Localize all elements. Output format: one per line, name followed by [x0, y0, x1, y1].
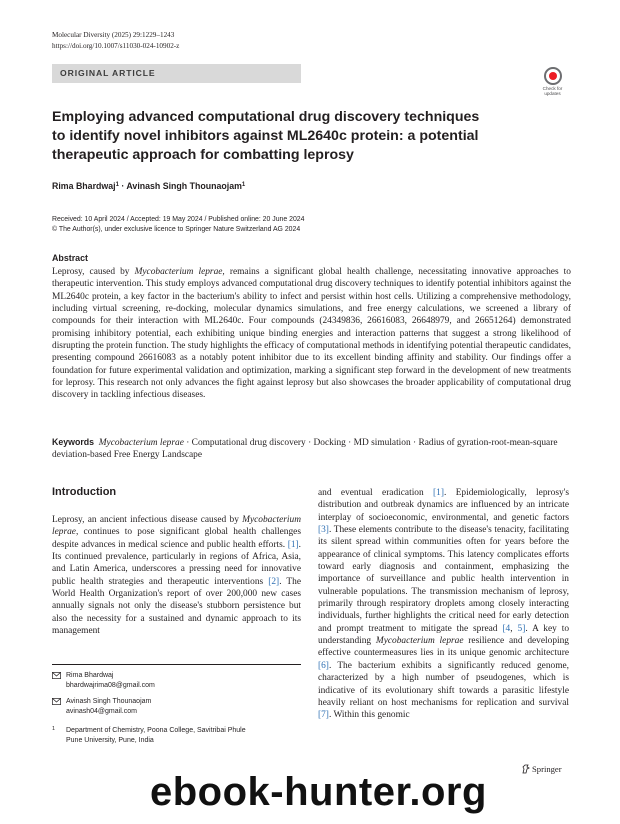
envelope-icon: [52, 698, 61, 705]
contact-entry: [52, 671, 155, 691]
body-text-run: . Within this genomic: [328, 710, 410, 721]
springer-logo: [521, 764, 562, 774]
check-updates-label-line2: updates: [544, 91, 561, 97]
body-text-run: . Epidemiologically, leprosy's distribution and outbreak dynamics are influenced by an intricate interplay of socioeconomic, environmental, and genetic factors: [318, 488, 569, 523]
affiliation-footnote: [52, 726, 301, 746]
keywords-label: Keywords: [52, 437, 95, 447]
copyright-line: © The Author(s), under exclusive licence to Springer Nature Switzerland AG 2024: [52, 225, 301, 233]
title-line-3: therapeutic approach for combatting leprosy: [52, 147, 354, 163]
date-history: Received: 10 April 2024 / Accepted: 19 May 2024 / Published online: 20 June 2024: [52, 216, 305, 223]
check-for-updates-badge[interactable]: [537, 67, 568, 100]
publication-dates: [52, 215, 304, 234]
envelope-icon: [52, 672, 61, 679]
journal-header: [52, 30, 179, 52]
affiliation-line: Pune University, Pune, India: [66, 737, 154, 744]
footnote-divider: [52, 664, 301, 665]
citation-link[interactable]: [1]: [433, 488, 444, 498]
abstract-text-run: Leprosy, caused by: [52, 267, 135, 277]
springer-horse-icon: [521, 764, 530, 774]
introduction-heading: Introduction: [52, 486, 117, 498]
abstract-body: [52, 266, 571, 402]
contact-email[interactable]: avinash04@gmail.com: [66, 708, 137, 715]
title-line-1: Employing advanced computational drug discovery techniques: [52, 109, 480, 125]
check-updates-label-line1: Check for: [542, 86, 563, 91]
body-text-run: resilience and developing effective countermeasures lies in its unique genomic architecture: [318, 636, 569, 659]
doi-link[interactable]: https://doi.org/10.1007/s11030-024-10902-z: [52, 42, 180, 50]
species-name: Mycobacterium leprae: [52, 515, 301, 538]
keyword-species: Mycobacterium leprae: [98, 438, 184, 448]
citation-link[interactable]: 5]: [517, 623, 526, 634]
affiliation-marker: 1: [241, 182, 246, 188]
species-name: Mycobacterium leprae: [375, 636, 464, 647]
author-separator: ·: [118, 181, 127, 191]
author-list: [52, 180, 245, 192]
citation-link[interactable]: [1]: [287, 539, 299, 550]
abstract-text-run: , remains a significant global health challenge, necessitating innovative approaches to therapeutic intervention. This study employs advanced computational drug discovery techniques to identify potential inhibitors against the ML2640c protein, a key factor in the bacterium's ability to infect and persist within host cells. Utilizing a comprehensive methodology, including virtual screening, re-docking, molecular dynamics simulations, and free energy calculations, we screened a library of compounds for their interaction with ML2640c. Four compounds (24349836, 26616083, 26648979, and 26651264) demonstrated promising inhibitory potential, each exhibiting unique binding energies and interaction patterns that suggest a strong likelihood of disrupting the protein function. The study highlights the efficacy of computational methods in identifying potential therapeutic candidates, presenting compound 26616083 as a notably potent inhibitor due to its excellent binding affinity and stability. Our findings offer a foundation for future experimental validation and optimization, marking a significant step forward in the development of new treatments for leprosy. This research not only advances the fight against leprosy but also showcases the broader applicability of computational drug discovery in tackling infectious diseases.: [52, 267, 571, 401]
species-name: Mycobacterium leprae: [134, 267, 223, 277]
watermark-text: ebook-hunter.org: [150, 770, 487, 814]
citation-link[interactable]: [3]: [318, 525, 329, 536]
body-text-run: , continues to pose significant global health challenges despite advances in medical science and public health efforts.: [52, 527, 301, 550]
contact-name: Avinash Singh Thounaojam: [66, 698, 152, 705]
citation-link[interactable]: [4: [502, 623, 511, 634]
title-line-2: to identify novel inhibitors against ML2640c protein: a potential: [52, 128, 479, 144]
citation-link[interactable]: [6]: [318, 660, 329, 671]
article-type-banner: ORIGINAL ARTICLE: [52, 64, 301, 83]
introduction-left-column: [52, 514, 301, 637]
article-title: [52, 108, 522, 165]
body-text-run: . These elements contribute to the disease's tenacity, facilitating its silent spread within communities often for years before the appearance of clinical symptoms. This latency complicates efforts toward early diagnosis and containment, emphasizing the importance of surveillance and public health intervention in vulnerable populations. The transmission mechanism of leprosy, primarily through respiratory droplets among closely interacting individuals, further highlights the critical need for early detection and prompt treatment to mitigate the spread: [318, 525, 569, 634]
body-text-run: . Its continued prevalence, particularly in regions of Africa, Asia, and Latin America, underscores a pressing need for innovative public health strategies and therapeutic interventions: [52, 539, 301, 587]
affiliation-number: 1: [52, 726, 56, 732]
body-text-run: . The bacterium exhibits a significantly reduced genome, characterized by a high number of pseudogenes, which is indicative of its evolutionary shift towards a parasitic lifestyle heavily reliant on host mechanisms for replication and survival: [318, 660, 569, 708]
contact-email[interactable]: bhardwajrima08@gmail.com: [66, 682, 155, 689]
body-text-run: Leprosy, an ancient infectious disease caused by: [52, 515, 243, 525]
citation-link[interactable]: [7]: [318, 710, 329, 721]
author-name[interactable]: Avinash Singh Thounaojam: [126, 181, 242, 191]
body-text-run: and eventual eradication: [318, 488, 434, 498]
citation-separator: ,: [510, 623, 518, 634]
journal-citation: Molecular Diversity (2025) 29:1229–1243: [52, 31, 175, 39]
affiliation-marker: 1: [115, 182, 119, 188]
body-text-run: . A key to understanding: [318, 623, 570, 647]
body-text-run: . The World Health Organization's report of over 200,000 new cases annually signals not only the disease's stubborn persistence but also the necessity for a sustained and dynamic approach to its management: [52, 576, 301, 637]
abstract-heading: Abstract: [52, 253, 89, 263]
citation-link[interactable]: [2]: [268, 576, 280, 587]
keyword-list: · Computational drug discovery · Docking · MD simulation · Radius of gyration-root-mean-square deviation-based Free Energy Landscape: [52, 438, 558, 461]
affiliation-line: Department of Chemistry, Poona College, Savitribai Phule: [66, 727, 246, 734]
publisher-name: Springer: [532, 764, 562, 774]
keywords-section: [52, 436, 571, 462]
check-updates-icon: [544, 67, 562, 85]
contact-entry: [52, 697, 151, 717]
author-name[interactable]: Rima Bhardwaj: [52, 181, 116, 191]
introduction-right-column: [318, 487, 569, 722]
contact-name: Rima Bhardwaj: [66, 672, 114, 679]
